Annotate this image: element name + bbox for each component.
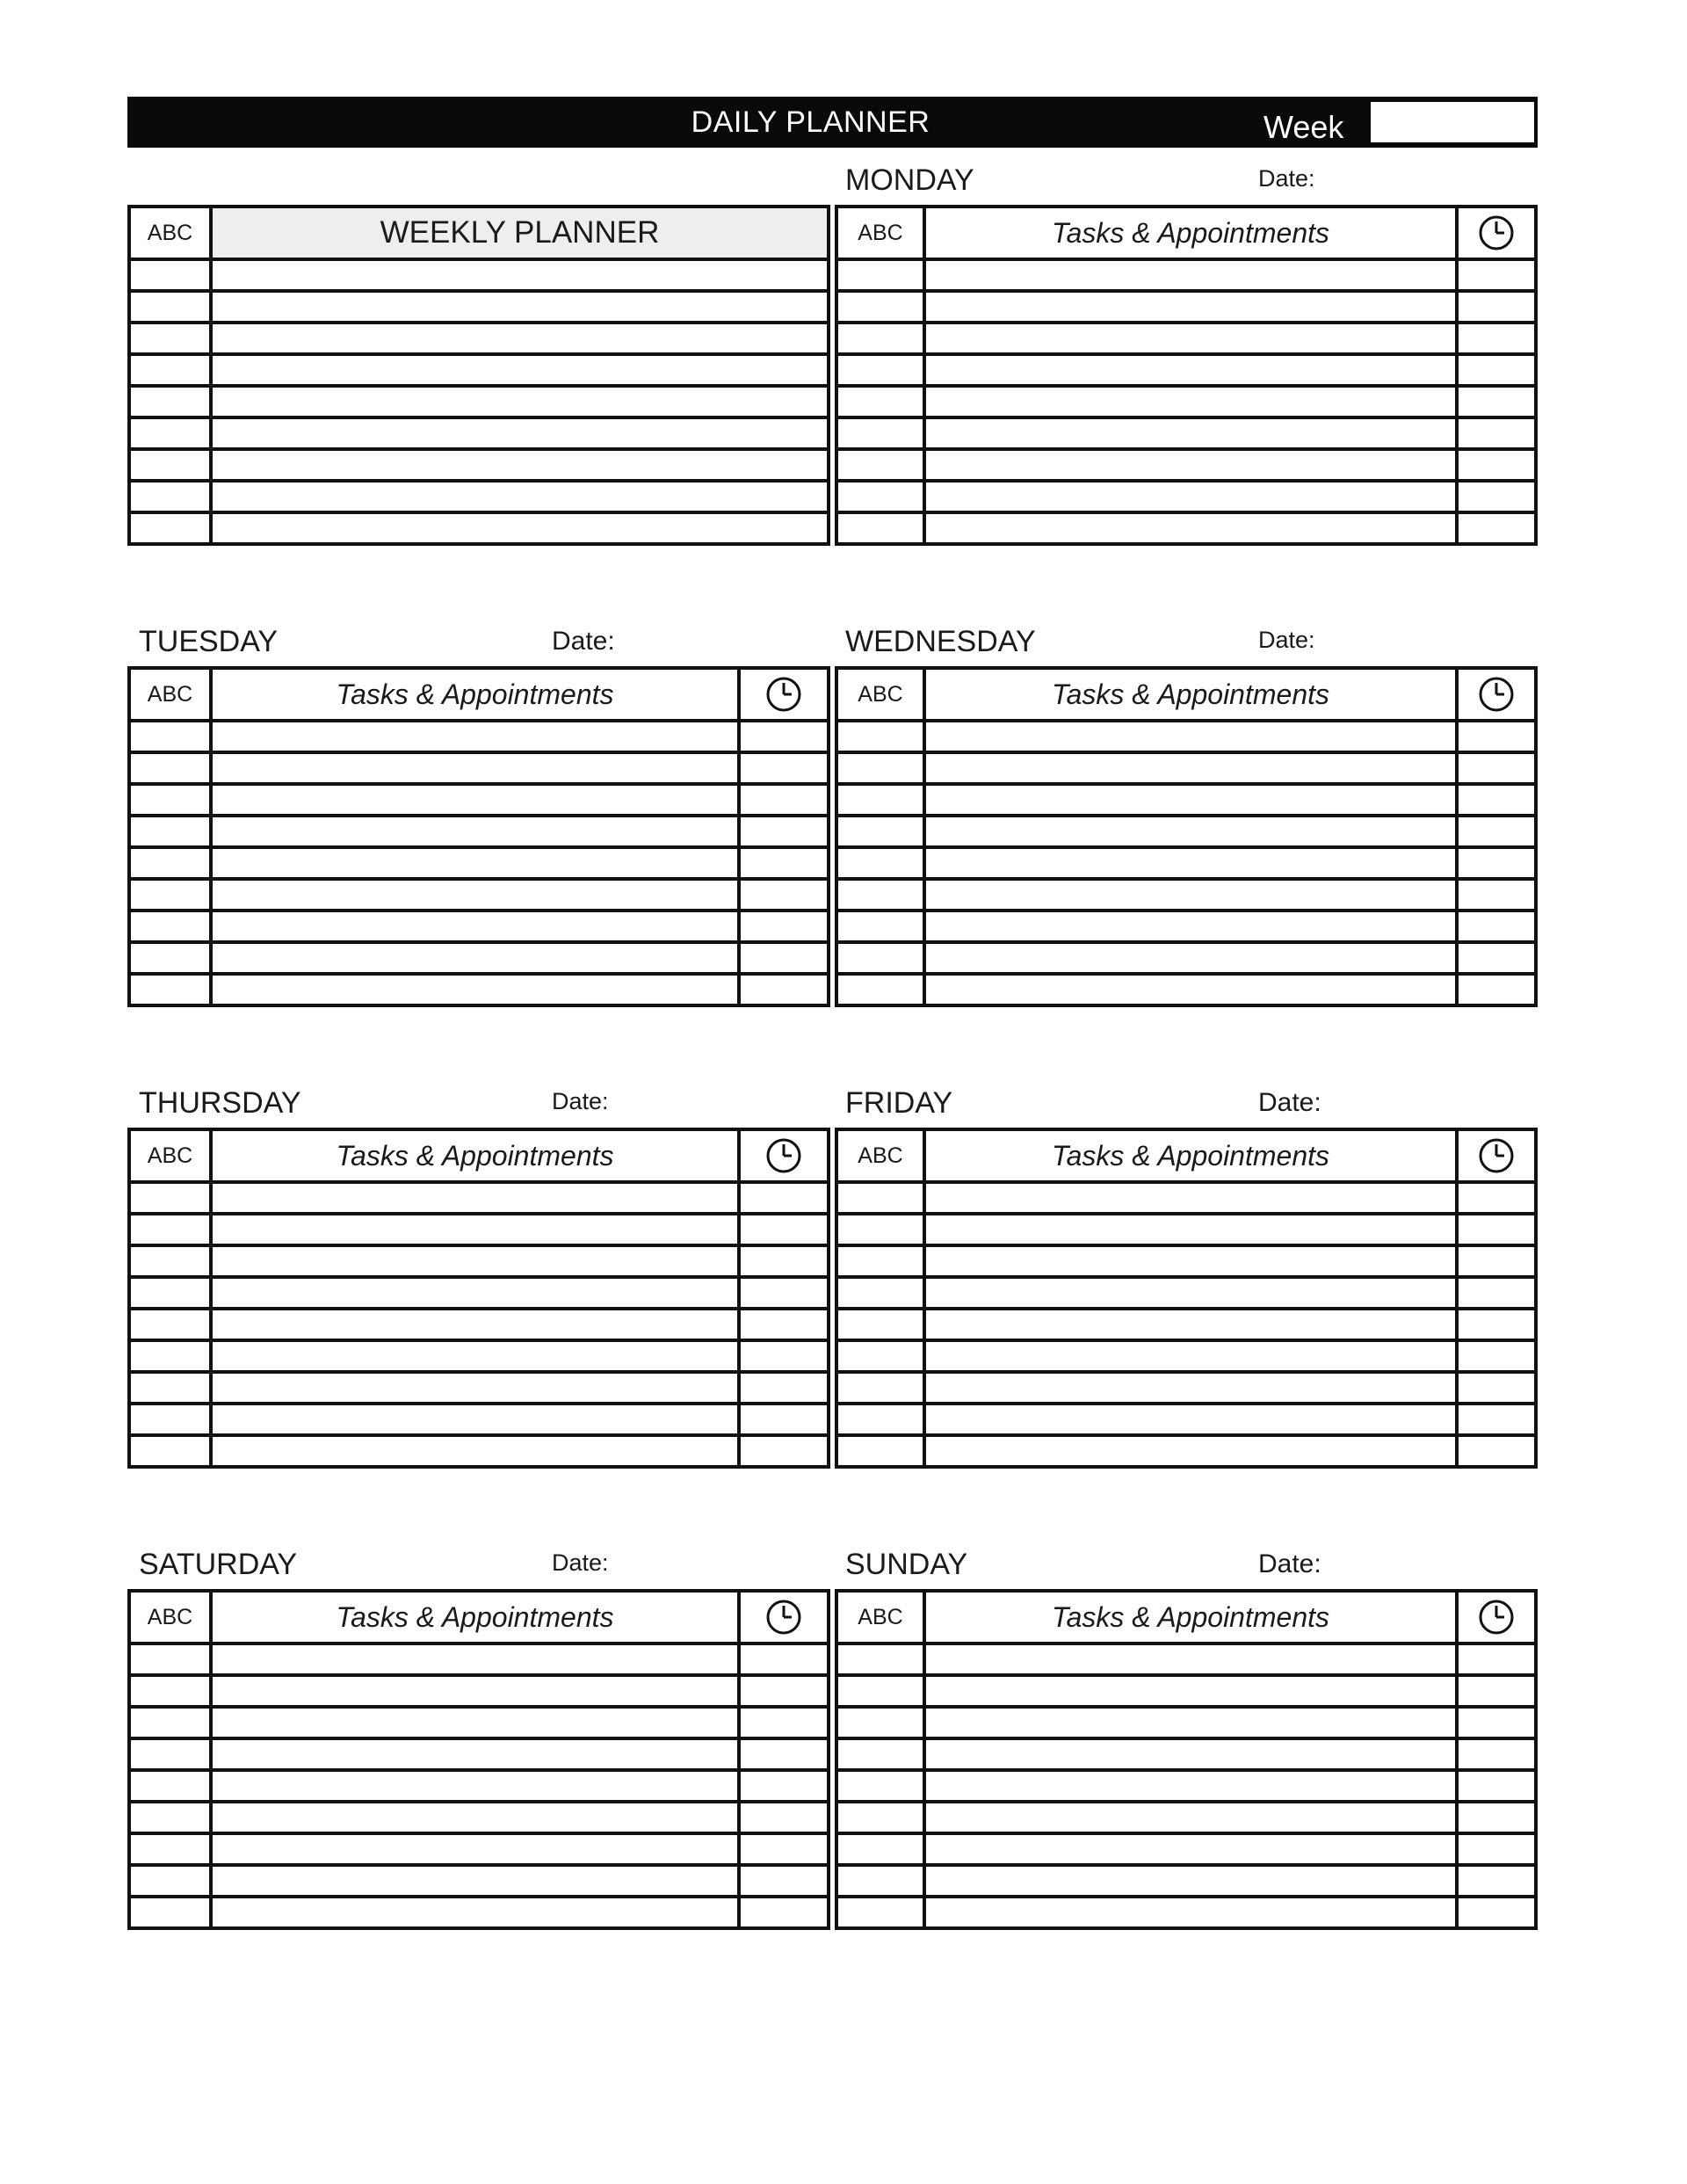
task-cell[interactable] bbox=[924, 1309, 1457, 1340]
task-cell[interactable] bbox=[924, 752, 1457, 784]
time-cell[interactable] bbox=[739, 847, 829, 879]
task-cell[interactable] bbox=[924, 1340, 1457, 1372]
date-label-wednesday: Date: bbox=[1258, 627, 1315, 653]
time-cell[interactable] bbox=[739, 784, 829, 816]
abc-cell[interactable] bbox=[129, 1182, 211, 1214]
task-cell[interactable] bbox=[924, 481, 1457, 512]
task-cell[interactable] bbox=[924, 721, 1457, 752]
abc-cell[interactable] bbox=[129, 1214, 211, 1245]
time-cell[interactable] bbox=[1457, 481, 1536, 512]
task-cell[interactable] bbox=[924, 1865, 1457, 1897]
time-cell[interactable] bbox=[739, 911, 829, 942]
time-cell[interactable] bbox=[739, 1214, 829, 1245]
date-label-monday: Date: bbox=[1258, 165, 1315, 192]
weekly-entry-cell[interactable] bbox=[211, 449, 829, 481]
abc-cell[interactable] bbox=[836, 449, 924, 481]
abc-cell[interactable] bbox=[836, 481, 924, 512]
task-cell[interactable] bbox=[924, 386, 1457, 417]
time-cell[interactable] bbox=[739, 1404, 829, 1435]
time-cell[interactable] bbox=[739, 1372, 829, 1404]
day-name-friday: FRIDAY bbox=[845, 1086, 953, 1120]
clock-icon bbox=[764, 675, 803, 714]
abc-cell[interactable] bbox=[129, 1340, 211, 1372]
time-header bbox=[1457, 1129, 1536, 1182]
task-cell[interactable] bbox=[211, 816, 739, 847]
task-cell[interactable] bbox=[924, 911, 1457, 942]
task-cell[interactable] bbox=[924, 974, 1457, 1005]
abc-cell[interactable] bbox=[129, 1897, 211, 1928]
task-cell[interactable] bbox=[924, 1643, 1457, 1675]
abc-cell[interactable] bbox=[129, 417, 211, 449]
time-cell[interactable] bbox=[1457, 911, 1536, 942]
time-cell[interactable] bbox=[1457, 1865, 1536, 1897]
weekly-entry-cell[interactable] bbox=[211, 481, 829, 512]
task-cell[interactable] bbox=[211, 847, 739, 879]
task-cell[interactable] bbox=[924, 879, 1457, 911]
time-cell[interactable] bbox=[1457, 816, 1536, 847]
abc-cell[interactable] bbox=[836, 386, 924, 417]
abc-cell[interactable] bbox=[836, 1309, 924, 1340]
task-cell[interactable] bbox=[211, 1182, 739, 1214]
abc-cell[interactable] bbox=[836, 721, 924, 752]
time-cell[interactable] bbox=[739, 1182, 829, 1214]
task-cell[interactable] bbox=[211, 1309, 739, 1340]
time-cell[interactable] bbox=[1457, 1707, 1536, 1738]
day-name-saturday: SATURDAY bbox=[139, 1548, 298, 1581]
time-cell[interactable] bbox=[739, 1865, 829, 1897]
task-cell[interactable] bbox=[211, 721, 739, 752]
weekly-entry-cell[interactable] bbox=[211, 512, 829, 544]
task-cell[interactable] bbox=[211, 1802, 739, 1833]
abc-cell[interactable] bbox=[129, 1770, 211, 1802]
abc-cell[interactable] bbox=[836, 1770, 924, 1802]
task-cell[interactable] bbox=[924, 1245, 1457, 1277]
time-cell[interactable] bbox=[739, 942, 829, 974]
time-cell[interactable] bbox=[1457, 1833, 1536, 1865]
tasks-header: Tasks & Appointments bbox=[924, 1129, 1457, 1182]
time-cell[interactable] bbox=[1457, 1897, 1536, 1928]
abc-cell[interactable] bbox=[836, 1182, 924, 1214]
task-cell[interactable] bbox=[211, 1372, 739, 1404]
abc-header: ABC bbox=[129, 1129, 211, 1182]
task-cell[interactable] bbox=[924, 1833, 1457, 1865]
weekly-entry-cell[interactable] bbox=[211, 354, 829, 386]
task-cell[interactable] bbox=[211, 1770, 739, 1802]
time-cell[interactable] bbox=[739, 974, 829, 1005]
clock-icon bbox=[1477, 214, 1516, 252]
title-bar bbox=[127, 97, 1538, 148]
weekly-planner-table bbox=[127, 205, 830, 546]
abc-cell[interactable] bbox=[129, 1738, 211, 1770]
abc-cell[interactable] bbox=[129, 784, 211, 816]
abc-cell[interactable] bbox=[836, 1404, 924, 1435]
task-cell[interactable] bbox=[924, 291, 1457, 323]
abc-cell[interactable] bbox=[836, 879, 924, 911]
abc-cell[interactable] bbox=[836, 1675, 924, 1707]
task-cell[interactable] bbox=[924, 259, 1457, 291]
time-cell[interactable] bbox=[1457, 1738, 1536, 1770]
task-cell[interactable] bbox=[924, 1277, 1457, 1309]
abc-cell[interactable] bbox=[836, 1738, 924, 1770]
wednesday-table bbox=[835, 666, 1538, 1007]
abc-cell[interactable] bbox=[836, 942, 924, 974]
abc-cell[interactable] bbox=[129, 1643, 211, 1675]
task-cell[interactable] bbox=[211, 974, 739, 1005]
task-cell[interactable] bbox=[211, 1245, 739, 1277]
task-cell[interactable] bbox=[924, 1802, 1457, 1833]
task-cell[interactable] bbox=[924, 1707, 1457, 1738]
friday-table bbox=[835, 1128, 1538, 1469]
time-cell[interactable] bbox=[1457, 1675, 1536, 1707]
time-cell[interactable] bbox=[1457, 942, 1536, 974]
task-cell[interactable] bbox=[924, 847, 1457, 879]
time-cell[interactable] bbox=[1457, 1245, 1536, 1277]
abc-cell[interactable] bbox=[129, 752, 211, 784]
weekly-abc-header: ABC bbox=[129, 207, 211, 259]
abc-cell[interactable] bbox=[129, 512, 211, 544]
time-cell[interactable] bbox=[1457, 1182, 1536, 1214]
time-cell[interactable] bbox=[739, 1277, 829, 1309]
abc-cell[interactable] bbox=[836, 1277, 924, 1309]
abc-cell[interactable] bbox=[129, 323, 211, 354]
time-header bbox=[739, 668, 829, 721]
task-cell[interactable] bbox=[924, 1404, 1457, 1435]
abc-cell[interactable] bbox=[129, 879, 211, 911]
time-header bbox=[739, 1591, 829, 1643]
abc-cell[interactable] bbox=[836, 1707, 924, 1738]
abc-cell[interactable] bbox=[129, 1707, 211, 1738]
abc-cell[interactable] bbox=[129, 1404, 211, 1435]
monday-table bbox=[835, 205, 1538, 546]
time-cell[interactable] bbox=[1457, 1277, 1536, 1309]
task-cell[interactable] bbox=[211, 1897, 739, 1928]
task-cell[interactable] bbox=[211, 784, 739, 816]
abc-cell[interactable] bbox=[129, 386, 211, 417]
abc-header: ABC bbox=[836, 1129, 924, 1182]
abc-cell[interactable] bbox=[836, 512, 924, 544]
task-cell[interactable] bbox=[924, 784, 1457, 816]
abc-cell[interactable] bbox=[836, 752, 924, 784]
abc-cell[interactable] bbox=[129, 291, 211, 323]
time-cell[interactable] bbox=[1457, 1372, 1536, 1404]
time-cell[interactable] bbox=[1457, 386, 1536, 417]
date-label-saturday: Date: bbox=[552, 1549, 609, 1576]
sunday-table bbox=[835, 1589, 1538, 1930]
time-cell[interactable] bbox=[739, 1340, 829, 1372]
time-cell[interactable] bbox=[739, 1707, 829, 1738]
abc-cell[interactable] bbox=[129, 1865, 211, 1897]
task-cell[interactable] bbox=[211, 1404, 739, 1435]
abc-cell[interactable] bbox=[836, 1245, 924, 1277]
day-name-tuesday: TUESDAY bbox=[139, 625, 279, 658]
task-cell[interactable] bbox=[211, 911, 739, 942]
tasks-header: Tasks & Appointments bbox=[211, 1591, 739, 1643]
abc-cell[interactable] bbox=[836, 1802, 924, 1833]
abc-cell[interactable] bbox=[836, 911, 924, 942]
task-cell[interactable] bbox=[924, 942, 1457, 974]
abc-cell[interactable] bbox=[836, 1643, 924, 1675]
abc-cell[interactable] bbox=[836, 1435, 924, 1467]
weekly-entry-cell[interactable] bbox=[211, 386, 829, 417]
time-cell[interactable] bbox=[739, 816, 829, 847]
task-cell[interactable] bbox=[211, 1833, 739, 1865]
weekly-planner-title: WEEKLY PLANNER bbox=[211, 207, 829, 259]
weekly-entry-cell[interactable] bbox=[211, 259, 829, 291]
task-cell[interactable] bbox=[924, 1182, 1457, 1214]
tasks-header: Tasks & Appointments bbox=[924, 207, 1457, 259]
abc-cell[interactable] bbox=[129, 1245, 211, 1277]
time-cell[interactable] bbox=[1457, 291, 1536, 323]
day-name-sunday: SUNDAY bbox=[845, 1548, 968, 1581]
abc-cell[interactable] bbox=[129, 721, 211, 752]
time-header bbox=[1457, 1591, 1536, 1643]
task-cell[interactable] bbox=[211, 942, 739, 974]
abc-cell[interactable] bbox=[129, 481, 211, 512]
time-cell[interactable] bbox=[1457, 974, 1536, 1005]
task-cell[interactable] bbox=[211, 1340, 739, 1372]
task-cell[interactable] bbox=[924, 323, 1457, 354]
time-cell[interactable] bbox=[1457, 1643, 1536, 1675]
task-cell[interactable] bbox=[924, 1738, 1457, 1770]
time-cell[interactable] bbox=[1457, 1340, 1536, 1372]
abc-cell[interactable] bbox=[836, 291, 924, 323]
task-cell[interactable] bbox=[211, 1707, 739, 1738]
task-cell[interactable] bbox=[211, 1738, 739, 1770]
task-cell[interactable] bbox=[211, 1865, 739, 1897]
abc-cell[interactable] bbox=[129, 1277, 211, 1309]
time-cell[interactable] bbox=[1457, 879, 1536, 911]
weekly-entry-cell[interactable] bbox=[211, 417, 829, 449]
day-name-monday: MONDAY bbox=[845, 163, 974, 197]
abc-cell[interactable] bbox=[836, 847, 924, 879]
abc-cell[interactable] bbox=[129, 911, 211, 942]
task-cell[interactable] bbox=[924, 1897, 1457, 1928]
task-cell[interactable] bbox=[924, 1372, 1457, 1404]
time-cell[interactable] bbox=[1457, 1435, 1536, 1467]
abc-cell[interactable] bbox=[836, 816, 924, 847]
abc-cell[interactable] bbox=[836, 1833, 924, 1865]
time-cell[interactable] bbox=[1457, 323, 1536, 354]
abc-cell[interactable] bbox=[836, 1372, 924, 1404]
task-cell[interactable] bbox=[924, 1770, 1457, 1802]
abc-cell[interactable] bbox=[129, 942, 211, 974]
clock-icon bbox=[1477, 1598, 1516, 1636]
abc-cell[interactable] bbox=[836, 1214, 924, 1245]
time-cell[interactable] bbox=[739, 1897, 829, 1928]
time-cell[interactable] bbox=[1457, 752, 1536, 784]
day-name-thursday: THURSDAY bbox=[139, 1086, 301, 1120]
abc-cell[interactable] bbox=[129, 1309, 211, 1340]
time-cell[interactable] bbox=[739, 879, 829, 911]
time-cell[interactable] bbox=[1457, 1770, 1536, 1802]
time-cell[interactable] bbox=[739, 721, 829, 752]
tasks-header: Tasks & Appointments bbox=[211, 1129, 739, 1182]
abc-cell[interactable] bbox=[129, 974, 211, 1005]
page-title: DAILY PLANNER bbox=[691, 105, 930, 139]
abc-cell[interactable] bbox=[836, 417, 924, 449]
task-cell[interactable] bbox=[924, 1435, 1457, 1467]
time-cell[interactable] bbox=[739, 1245, 829, 1277]
time-cell[interactable] bbox=[1457, 259, 1536, 291]
time-cell[interactable] bbox=[1457, 784, 1536, 816]
time-cell[interactable] bbox=[1457, 1309, 1536, 1340]
abc-cell[interactable] bbox=[836, 259, 924, 291]
time-cell[interactable] bbox=[739, 1802, 829, 1833]
task-cell[interactable] bbox=[924, 417, 1457, 449]
task-cell[interactable] bbox=[211, 1675, 739, 1707]
task-cell[interactable] bbox=[924, 1214, 1457, 1245]
time-cell[interactable] bbox=[1457, 847, 1536, 879]
task-cell[interactable] bbox=[211, 752, 739, 784]
thursday-table bbox=[127, 1128, 830, 1469]
time-header bbox=[1457, 207, 1536, 259]
abc-cell[interactable] bbox=[129, 1372, 211, 1404]
weekly-entry-cell[interactable] bbox=[211, 291, 829, 323]
clock-icon bbox=[1477, 1136, 1516, 1175]
abc-cell[interactable] bbox=[129, 816, 211, 847]
task-cell[interactable] bbox=[211, 1214, 739, 1245]
time-cell[interactable] bbox=[1457, 512, 1536, 544]
task-cell[interactable] bbox=[924, 512, 1457, 544]
abc-cell[interactable] bbox=[836, 974, 924, 1005]
time-header bbox=[739, 1129, 829, 1182]
abc-cell[interactable] bbox=[836, 1865, 924, 1897]
week-label: Week bbox=[1263, 109, 1344, 145]
task-cell[interactable] bbox=[924, 354, 1457, 386]
tasks-header: Tasks & Appointments bbox=[924, 1591, 1457, 1643]
abc-cell[interactable] bbox=[129, 1675, 211, 1707]
time-cell[interactable] bbox=[739, 1643, 829, 1675]
abc-cell[interactable] bbox=[129, 354, 211, 386]
time-cell[interactable] bbox=[739, 1833, 829, 1865]
abc-cell[interactable] bbox=[129, 847, 211, 879]
abc-cell[interactable] bbox=[129, 1833, 211, 1865]
abc-cell[interactable] bbox=[129, 449, 211, 481]
abc-cell[interactable] bbox=[836, 323, 924, 354]
week-input[interactable] bbox=[1371, 102, 1534, 142]
abc-header: ABC bbox=[129, 1591, 211, 1643]
time-cell[interactable] bbox=[1457, 1404, 1536, 1435]
task-cell[interactable] bbox=[924, 449, 1457, 481]
tasks-header: Tasks & Appointments bbox=[211, 668, 739, 721]
abc-header: ABC bbox=[836, 668, 924, 721]
time-cell[interactable] bbox=[739, 1770, 829, 1802]
clock-icon bbox=[1477, 675, 1516, 714]
date-label-tuesday: Date: bbox=[552, 627, 615, 656]
abc-cell[interactable] bbox=[836, 1340, 924, 1372]
clock-icon bbox=[764, 1598, 803, 1636]
saturday-table bbox=[127, 1589, 830, 1930]
time-cell[interactable] bbox=[1457, 449, 1536, 481]
time-cell[interactable] bbox=[739, 752, 829, 784]
abc-header: ABC bbox=[129, 668, 211, 721]
task-cell[interactable] bbox=[211, 1277, 739, 1309]
abc-header: ABC bbox=[836, 207, 924, 259]
task-cell[interactable] bbox=[211, 879, 739, 911]
tasks-header: Tasks & Appointments bbox=[924, 668, 1457, 721]
date-label-sunday: Date: bbox=[1258, 1549, 1321, 1578]
task-cell[interactable] bbox=[211, 1435, 739, 1467]
abc-cell[interactable] bbox=[129, 1435, 211, 1467]
task-cell[interactable] bbox=[924, 1675, 1457, 1707]
time-cell[interactable] bbox=[1457, 1802, 1536, 1833]
time-cell[interactable] bbox=[739, 1309, 829, 1340]
time-cell[interactable] bbox=[1457, 1214, 1536, 1245]
task-cell[interactable] bbox=[924, 816, 1457, 847]
abc-cell[interactable] bbox=[836, 784, 924, 816]
date-label-thursday: Date: bbox=[552, 1088, 609, 1114]
abc-header: ABC bbox=[836, 1591, 924, 1643]
abc-cell[interactable] bbox=[836, 1897, 924, 1928]
time-cell[interactable] bbox=[1457, 417, 1536, 449]
time-cell[interactable] bbox=[739, 1738, 829, 1770]
abc-cell[interactable] bbox=[836, 354, 924, 386]
abc-cell[interactable] bbox=[129, 1802, 211, 1833]
time-header bbox=[1457, 668, 1536, 721]
weekly-entry-cell[interactable] bbox=[211, 323, 829, 354]
clock-icon bbox=[764, 1136, 803, 1175]
time-cell[interactable] bbox=[1457, 354, 1536, 386]
time-cell[interactable] bbox=[739, 1435, 829, 1467]
tuesday-table bbox=[127, 666, 830, 1007]
time-cell[interactable] bbox=[1457, 721, 1536, 752]
task-cell[interactable] bbox=[211, 1643, 739, 1675]
time-cell[interactable] bbox=[739, 1675, 829, 1707]
abc-cell[interactable] bbox=[129, 259, 211, 291]
day-name-wednesday: WEDNESDAY bbox=[845, 625, 1036, 658]
date-label-friday: Date: bbox=[1258, 1088, 1321, 1117]
